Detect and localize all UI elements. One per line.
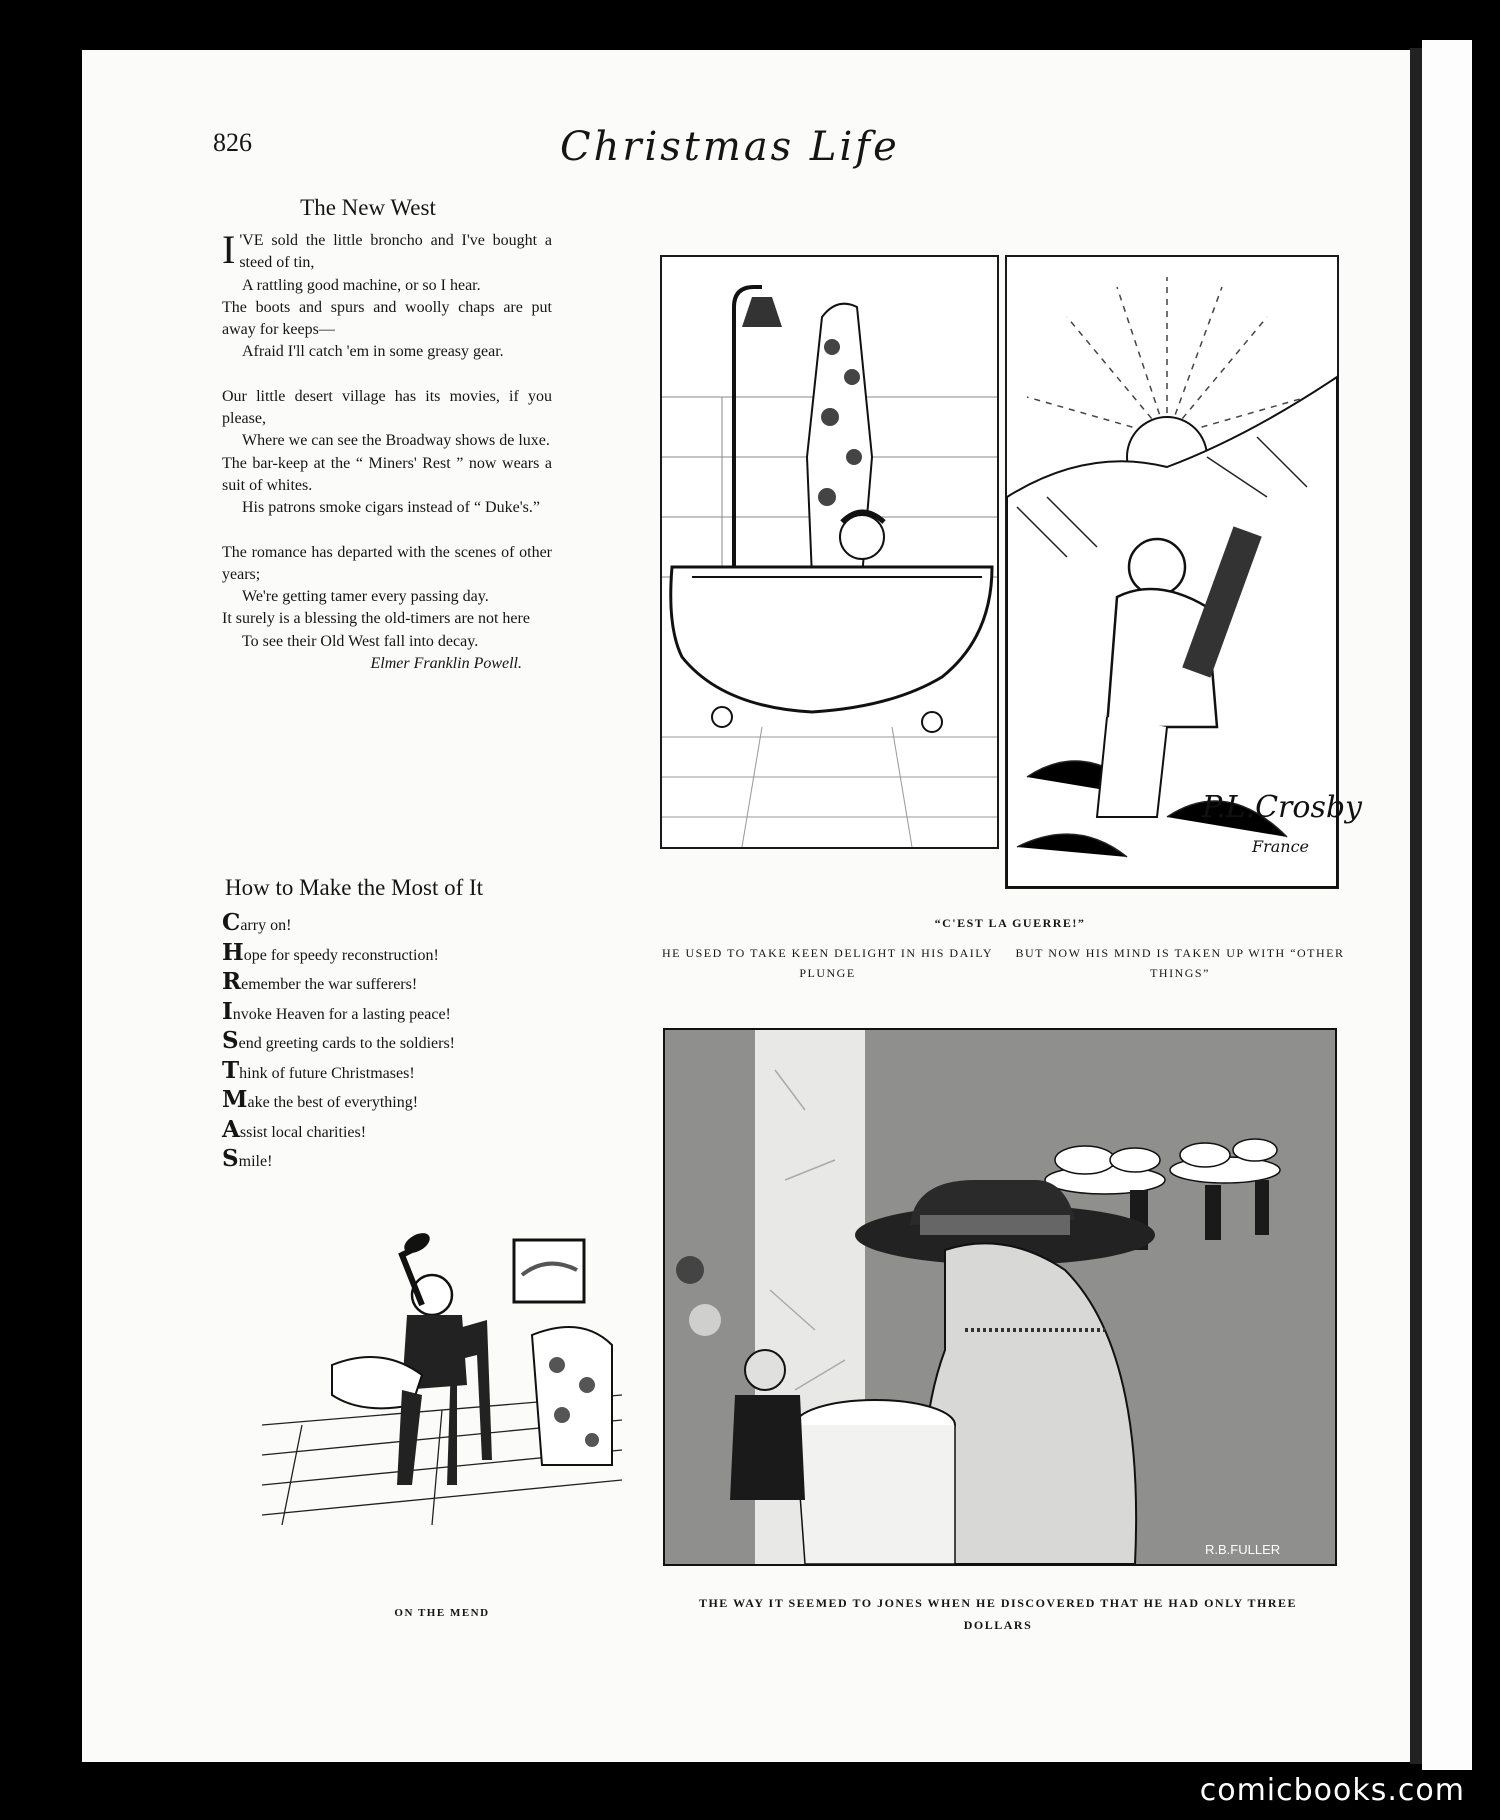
poem-stanza-3: [222, 542, 552, 676]
cartoon1-signature: P.L.Crosby: [1202, 790, 1363, 825]
poem-line: The romance has departed with the scenes of other years;: [222, 543, 552, 583]
poem-line: To see their Old West fall into decay.: [242, 632, 479, 650]
acrostic-line: [222, 1146, 455, 1176]
poem-line: The boots and spurs and woolly chaps are put away for keeps—: [222, 298, 552, 339]
poem-line: The bar-keep at the “ Miners' Rest ” now wears a suit of whites.: [222, 454, 552, 494]
poem-body: [222, 227, 552, 697]
acrostic-initial: C: [222, 909, 241, 936]
poem-stanza-2: [222, 386, 552, 520]
acrostic-text: ssist local charities!: [239, 1123, 367, 1141]
drop-cap: I: [222, 227, 236, 272]
cartoon1-title: “C'EST LA GUERRE!”: [934, 916, 1086, 930]
restaurant-illustration: [665, 1030, 1335, 1564]
acrostic-text: ake the best of everything!: [247, 1094, 419, 1111]
poem-author: Elmer Franklin Powell.: [370, 655, 522, 673]
acrostic-initial: S: [222, 1027, 239, 1054]
bathtub-illustration: [662, 257, 997, 847]
poem-line: Afraid I'll catch 'em in some greasy gear.: [242, 343, 504, 361]
acrostic-line: [222, 999, 455, 1029]
poem-line: It surely is a blessing the old-timers are not here: [222, 610, 530, 628]
poem-line: Where we can see the Broadway shows de luxe.: [242, 432, 550, 450]
acrostic-initial: I: [222, 997, 233, 1025]
acrostic-initial: H: [222, 938, 244, 966]
acrostic-initial: S: [222, 1145, 239, 1172]
poem-title: The New West: [300, 195, 436, 220]
running-title: Christmas Life: [560, 124, 900, 170]
poem-line: A rattling good machine, or so I hear.: [242, 276, 481, 294]
on-the-mend-illustration: [262, 1215, 622, 1525]
acrostic-list: [222, 910, 455, 1176]
page-gutter: [1410, 48, 1422, 1764]
acrostic-line: [222, 910, 455, 940]
restaurant-panel: [663, 1028, 1337, 1566]
cartoon1-signature-sub: France: [1252, 837, 1310, 856]
cartoon3-signature: R.B.FULLER: [1205, 1542, 1281, 1557]
poem-line: His patrons smoke cigars instead of “ Duke's.”: [242, 499, 540, 517]
poem-line: Our little desert village has its movies, if you please,: [222, 387, 552, 428]
acrostic-line: [222, 1028, 455, 1058]
cartoon3-caption: THE WAY IT SEEMED TO JONES WHEN HE DISCOVERED THAT HE HAD ONLY THREE DOLLARS: [698, 1596, 1298, 1632]
acrostic-line: [222, 1117, 455, 1147]
cartoon1-right-caption: BUT NOW HIS MIND IS TAKEN UP WITH “OTHER THINGS”: [1015, 946, 1345, 980]
trench-illustration: [1007, 257, 1363, 887]
acrostic-initial: M: [222, 1086, 248, 1113]
cartoon1-left-caption: HE USED TO TAKE KEEN DELIGHT IN HIS DAILY PLUNGE: [661, 946, 994, 980]
acrostic-text: emember the war sufferers!: [241, 976, 418, 993]
acrostic-text: ope for speedy reconstruction!: [243, 946, 439, 964]
poem-first-line: 'VE sold the little broncho and I've bought a steed of tin,: [239, 232, 552, 272]
acrostic-title: How to Make the Most of It: [225, 875, 484, 900]
acrostic-text: mile!: [238, 1153, 273, 1170]
cartoon2-caption: ON THE MEND: [394, 1607, 490, 1619]
trench-panel: [1005, 255, 1363, 889]
acrostic-text: arry on!: [240, 917, 292, 934]
page-number: 826: [213, 128, 252, 157]
bathtub-panel: [660, 255, 999, 849]
acrostic-text: end greeting cards to the soldiers!: [238, 1035, 455, 1052]
acrostic-initial: R: [222, 968, 242, 995]
acrostic-line: [222, 1058, 455, 1088]
acrostic-line: [222, 969, 455, 999]
facing-page-edge: [1422, 40, 1472, 1770]
acrostic-initial: T: [222, 1056, 240, 1084]
acrostic-line: [222, 1087, 455, 1117]
acrostic-line: [222, 940, 455, 970]
poem-stanza-1: [222, 227, 552, 364]
poem-line: We're getting tamer every passing day.: [242, 588, 489, 606]
acrostic-text: nvoke Heaven for a lasting peace!: [232, 1005, 451, 1023]
acrostic-initial: A: [222, 1115, 240, 1143]
acrostic-text: hink of future Christmases!: [239, 1064, 415, 1082]
watermark: comicbooks.com: [1199, 1773, 1465, 1808]
